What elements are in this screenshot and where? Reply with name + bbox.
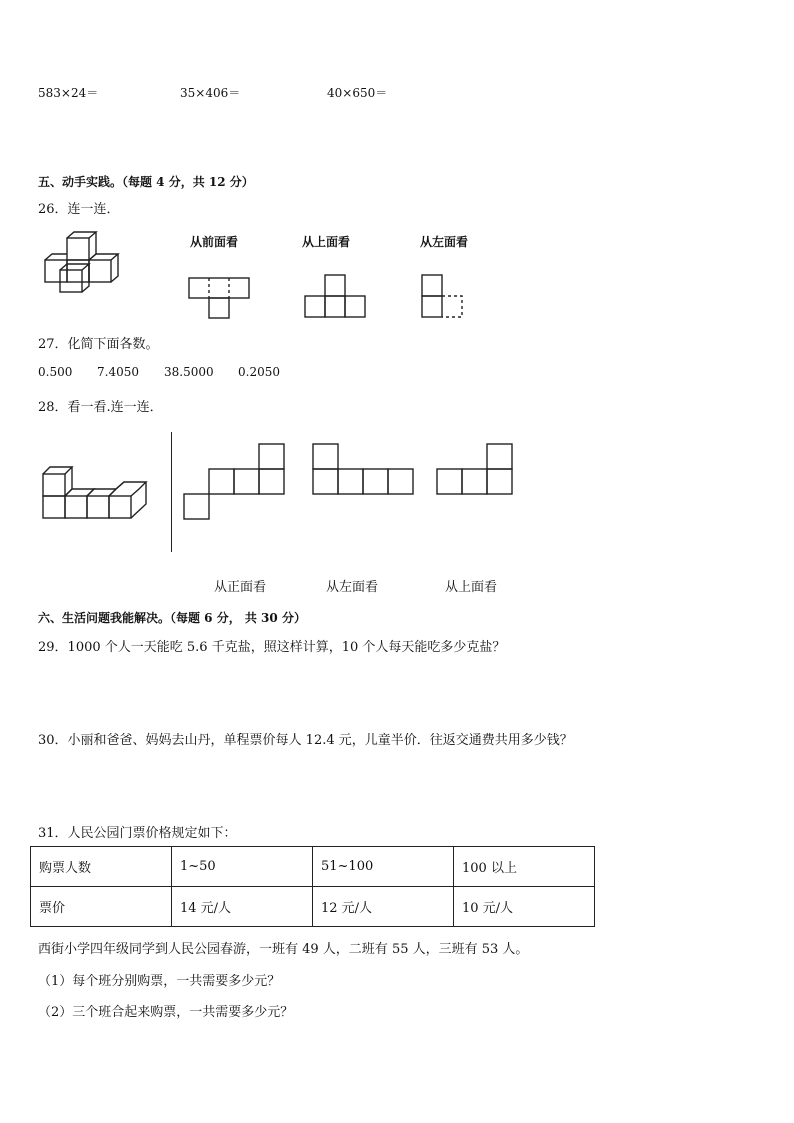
question-28-text: 28．看一看.连一连． (38, 400, 163, 415)
q28-view-3 (436, 443, 513, 496)
question-29-text: 29．1000 个人一天能吃 5.6 千克盐，照这样计算，10 个人每天能吃多少克盐？ (38, 640, 506, 655)
q28-solid-figure (40, 464, 155, 522)
table-cell: 10 元/人 (454, 887, 595, 927)
q26-view-front (188, 277, 250, 319)
table-cell: 100 以上 (454, 847, 595, 887)
ticket-price-table (30, 846, 595, 927)
q28-label-top: 从上面看 (445, 580, 498, 595)
q26-view-top (304, 274, 366, 318)
q28-label-left: 从左面看 (326, 580, 379, 595)
q28-view-2 (312, 443, 414, 496)
q27-number-4: 0.2050 (238, 365, 280, 379)
q26-solid-figure (40, 230, 130, 296)
table-cell: 14 元/人 (172, 887, 313, 927)
q31-sub-question-1: （1）每个班分别购票，一共需要多少元？ (38, 974, 281, 989)
question-30-text: 30．小丽和爸爸、妈妈去山丹，单程票价每人 12.4 元，儿童半价．往返交通费共用多少钱？ (38, 733, 573, 748)
question-26-text: 26．连一连． (38, 202, 120, 217)
calc-expression-2: 35×406＝ (180, 86, 241, 100)
table-cell: 购票人数 (31, 847, 172, 887)
section-5-title: 五、动手实践。（每题 4 分，共 12 分） (38, 175, 254, 189)
q31-sub-question-2: （2）三个班合起来购票，一共需要多少元？ (38, 1005, 294, 1020)
q28-divider-line (171, 432, 172, 552)
question-31-text: 31．人民公园门票价格规定如下： (38, 826, 237, 841)
calc-expression-1: 583×24＝ (38, 86, 99, 100)
q26-label-front: 从前面看 (190, 235, 239, 249)
q28-label-front: 从正面看 (214, 580, 267, 595)
table-cell: 1~50 (172, 847, 313, 887)
question-27-text: 27．化简下面各数。 (38, 337, 159, 352)
q27-number-1: 0.500 (38, 365, 73, 379)
q27-number-2: 7.4050 (97, 365, 139, 379)
section-6-title: 六、生活问题我能解决。（每题 6 分， 共 30 分） (38, 611, 306, 625)
q31-description: 西街小学四年级同学到人民公园春游，一班有 49 人，二班有 55 人，三班有 53 人。 (38, 942, 529, 957)
table-cell: 51~100 (313, 847, 454, 887)
q27-number-3: 38.5000 (164, 365, 214, 379)
table-row (31, 887, 595, 927)
table-cell: 12 元/人 (313, 887, 454, 927)
q28-view-1 (183, 443, 285, 521)
table-row (31, 847, 595, 887)
q26-label-left: 从左面看 (420, 235, 469, 249)
calc-expression-3: 40×650＝ (327, 86, 388, 100)
q26-label-top: 从上面看 (302, 235, 351, 249)
q26-view-left (421, 274, 465, 319)
table-cell: 票价 (31, 887, 172, 927)
